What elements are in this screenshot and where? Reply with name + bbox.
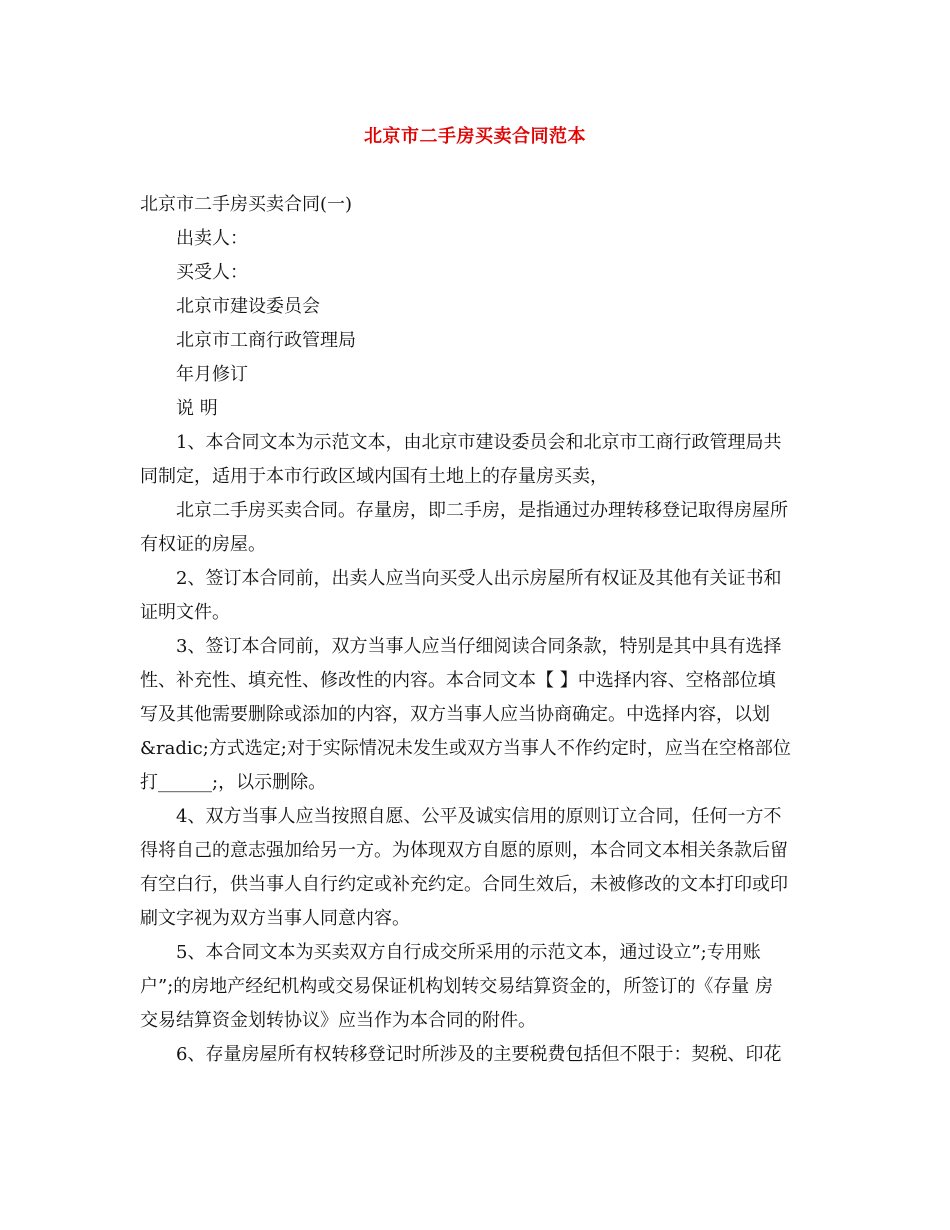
line-2: 买受人： xyxy=(176,262,248,283)
line-25: 6、存量房屋所有权转移登记时所涉及的主要税费包括但不限于：契税、印花 xyxy=(176,1044,782,1065)
line-12: 证明文件。 xyxy=(140,602,230,623)
line-11: 2、签订本合同前，出卖人应当向买受人出示房屋所有权证及其他有关证书和 xyxy=(176,568,782,589)
line-0: 北京市二手房买卖合同(一) xyxy=(140,194,353,215)
document-title: 北京市二手房买卖合同范本 xyxy=(364,126,586,147)
line-14: 性、补充性、填充性、修改性的内容。本合同文本【 】中选择内容、空格部位填 xyxy=(140,670,776,691)
line-9: 北京二手房买卖合同。存量房，即二手房，是指通过办理转移登记取得房屋所 xyxy=(176,500,788,521)
line-15: 写及其他需要删除或添加的内容，双方当事人应当协商确定。中选择内容，以划 xyxy=(140,704,770,725)
document-body xyxy=(140,188,812,1072)
line-20: 有空白行，供当事人自行约定或补充约定。合同生效后，未被修改的文本打印或印 xyxy=(140,874,788,895)
line-18: 4、双方当事人应当按照自愿、公平及诚实信用的原则订立合同，任何一方不 xyxy=(176,806,782,827)
line-10: 有权证的房屋。 xyxy=(140,534,266,555)
line-23: 户”;的房地产经纪机构或交易保证机构划转交易结算资金的，所签订的《存量 房 xyxy=(140,976,773,997)
line-24: 交易结算资金划转协议》应当作为本合同的附件。 xyxy=(140,1010,536,1031)
line-6: 说 明 xyxy=(176,398,218,419)
line-7: 1、本合同文本为示范文本，由北京市建设委员会和北京市工商行政管理局共 xyxy=(176,432,782,453)
line-13: 3、签订本合同前，双方当事人应当仔细阅读合同条款，特别是其中具有选择 xyxy=(176,636,782,657)
line-22: 5、本合同文本为买卖双方自行成交所采用的示范文本，通过设立”;专用账 xyxy=(176,942,761,963)
line-5: 年月修订 xyxy=(176,364,248,385)
line-21: 刷文字视为双方当事人同意内容。 xyxy=(140,908,410,929)
line-4: 北京市工商行政管理局 xyxy=(176,330,356,351)
line-3: 北京市建设委员会 xyxy=(176,296,320,317)
line-1: 出卖人： xyxy=(176,228,248,249)
line-19: 得将自己的意志强加给另一方。为体现双方自愿的原则，本合同文本相关条款后留 xyxy=(140,840,788,861)
line-17: 打______;，以示删除。 xyxy=(140,772,327,793)
line-8: 同制定，适用于本市行政区域内国有土地上的存量房买卖， xyxy=(140,466,608,487)
line-16: &radic;方式选定;对于实际情况未发生或双方当事人不作约定时，应当在空格部位 xyxy=(140,738,791,759)
